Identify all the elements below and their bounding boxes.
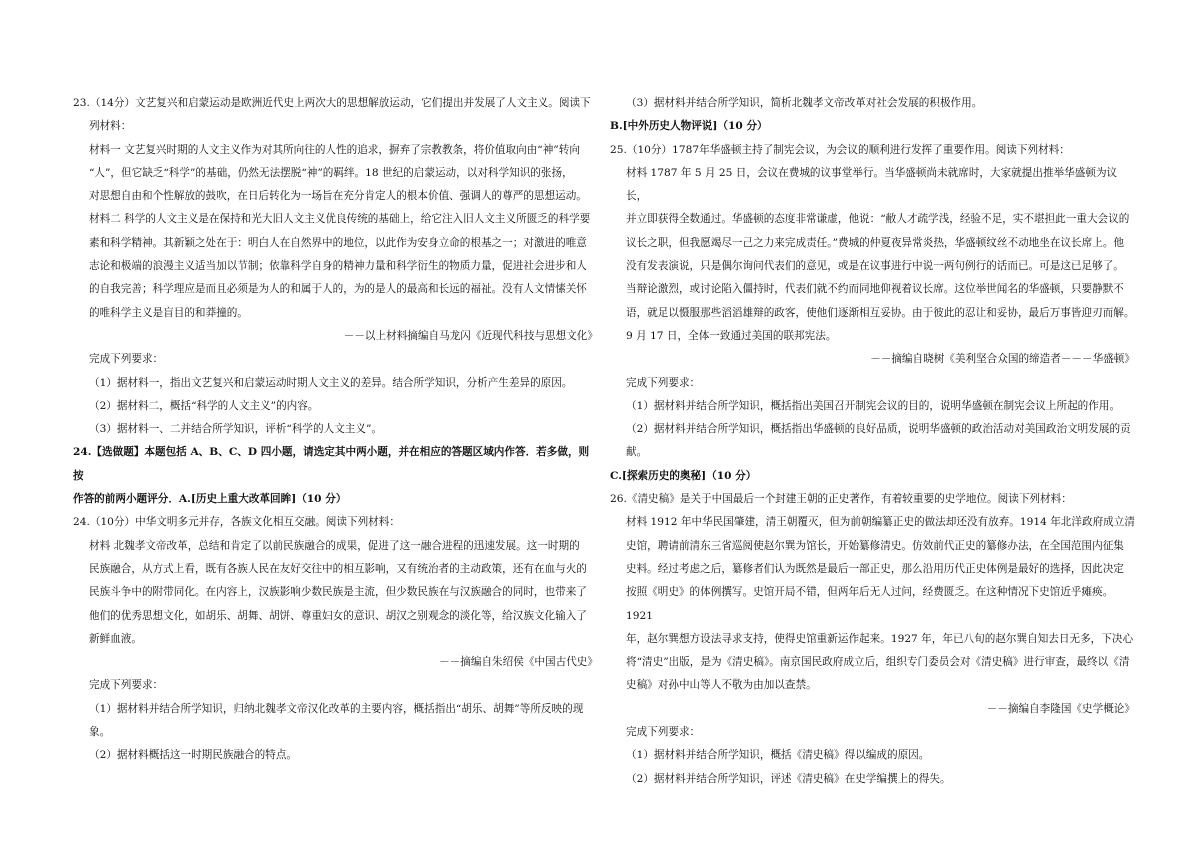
- q24-material-line: 民族融合，从方式上看，既有各族人民在友好交往中的相互影响，又有统治者的主动政策，还有在血与火的: [89, 562, 587, 575]
- q25-material-line: 当辩论激烈，或讨论陷入僵持时，代表们就不约而同地仰视着议长席。这位举世闻名的华盛顿，只要静默不: [626, 283, 1124, 296]
- q26-material-line: 材料 1912 年中华民国肇建，清王朝覆灭，但为前朝编纂正史的做法却还没有放弃。1914 年北洋政府成立清: [626, 516, 1135, 529]
- q23-material2-line: 志论和极端的浪漫主义适当加以节制；依靠科学自身的精神力量和科学衍生的物质力量，促进社会进步和人: [89, 260, 587, 273]
- q24-req-3: （3）据材料并结合所学知识，简析北魏孝文帝改革对社会发展的积极作用。: [626, 97, 983, 109]
- q26-req-title: 完成下列要求：: [626, 726, 701, 739]
- q26-source: －－摘编自李隆国《史学概论》: [986, 702, 1135, 715]
- q25-material-line: 材料 1787 年 5 月 25 日，会议在费城的议事堂举行。当华盛顿尚未就席时，大家就提出推举华盛顿为议长，: [626, 166, 1118, 203]
- q25-material-line: 9 月 17 日，全体一致通过美国的联邦宪法。: [626, 329, 837, 342]
- q23-material2-line: 的唯科学主义是盲目的和莽撞的。: [89, 306, 248, 319]
- q25-stem: 25.（10分）1787年华盛顿主持了制宪会议，为会议的顺利进行发挥了重要作用。阅读下列材料：: [610, 143, 1070, 156]
- q24-req-1: （1）据材料并结合所学知识，归纳北魏孝文帝汉化改革的主要内容，概括指出“胡乐、胡舞”等所反映的现: [89, 702, 584, 715]
- q24-section-header: 24.【选做题】本题包括 A、B、C、D 四小题，请选定其中两小题，并在相应的答题区域内作答．若多做，则按: [73, 446, 590, 482]
- q23-req-title: 完成下列要求：: [89, 353, 164, 366]
- q25-material-line: 议长之职，但我愿竭尽一己之力来完成责任。”费城的仲夏夜异常炎热，华盛顿纹丝不动地坐在议长席上。他: [626, 236, 1125, 249]
- q23-source: －－以上材料摘编自马龙闪《近现代科技与思想文化》: [343, 329, 598, 342]
- q25-source: －－摘编自晓树《美利坚合众国的缔造者－－－华盛顿》: [870, 353, 1135, 366]
- q23-material1-line: “人”，但它缺乏“科学”的基础，仍然无法摆脱“神”的羁绊。18 世纪的启蒙运动，以对科学知识的张扬，: [89, 166, 573, 179]
- q25-material-line: 没有发表演说，只是偶尔询问代表们的意见，或是在议事进行中说一两句例行的话而已。可是这已足够了。: [626, 260, 1124, 273]
- q23-stem-cont: 列材料：: [89, 120, 132, 133]
- q24-section-header: 作答的前两小题评分．A.[历史上重大改革回眸]（10 分）: [73, 493, 347, 506]
- q26-material-line: 按照《明史》的体例撰写。史馆开局不错，但两年后无人过问，经费匮乏。在这种情况下史馆近乎瘫痪。1921: [626, 586, 1114, 622]
- q23-material1-line: 材料一 文艺复兴时期的人文主义作为对其所向往的人性的追求，摒弃了宗教教条，将价值取向由“神”转向: [89, 143, 580, 156]
- q24-material-line: 材料 北魏孝文帝改革，总结和肯定了以前民族融合的成果，促进了这一融合进程的迅速发展。这一时期的: [89, 539, 580, 552]
- q24-source: －－摘编自朱绍侯《中国古代史》: [439, 656, 598, 669]
- q26-stem: 26.《清史稿》是关于中国最后一个封建王朝的正史著作，有着较重要的史学地位。阅读下列材料：: [610, 493, 1072, 506]
- q25-material-line: 并立即获得全数通过。华盛顿的态度非常谦虚，他说：“敝人才疏学浅，经验不足，实不堪担此一重大会议的: [626, 213, 1130, 226]
- q25-req-title: 完成下列要求：: [626, 376, 701, 389]
- q24-req-1-cont: 象。: [89, 726, 111, 739]
- q24-stem: 24.（10分）中华文明多元并存，各族文化相互交融。阅读下列材料：: [73, 516, 400, 529]
- left-column: [73, 92, 598, 768]
- q23-stem: 23.（14分）文艺复兴和启蒙运动是欧洲近代史上两次大的思想解放运动，它们提出并发展了人文主义。阅读下: [73, 97, 591, 109]
- q23-material1-line: 对思想自由和个性解放的鼓吹，在日后转化为一场旨在充分肯定人的根本价值、强调人的尊严的思想运动。: [89, 190, 587, 203]
- section-b-title: B.[中外历史人物评说]（10 分）: [610, 120, 768, 133]
- right-column: [610, 92, 1135, 791]
- q25-req-1: （1）据材料并结合所学知识，概括指出美国召开制宪会议的目的，说明华盛顿在制宪会议上所起的作用。: [626, 399, 1121, 412]
- q26-material-line: 年，赵尔巽想方设法寻求支持，使得史馆重新运作起来。1927 年，年已八旬的赵尔巽自知去日无多，下决心: [626, 632, 1134, 645]
- q25-req-2: （2）据材料并结合所学知识，概括指出华盛顿的良好品质，说明华盛顿的政治活动对美国政治文明发展的贡: [626, 423, 1131, 436]
- q23-material2-line: 的自我完善；科学理应是而且必须是为人的和属于人的，为的是人的最高和长远的福祉。没有人文情愫关怀: [89, 283, 587, 296]
- q26-material-line: 史馆，聘请前清东三省巡阅使赵尔巽为馆长，开始纂修清史。仿效前代正史的纂修办法，在全国范围内征集: [626, 539, 1124, 552]
- q26-req-1: （1）据材料并结合所学知识，概括《清史稿》得以编成的原因。: [626, 749, 930, 762]
- q26-req-2: （2）据材料并结合所学知识，评述《清史稿》在史学编撰上的得失。: [626, 772, 951, 785]
- q23-req-1: （1）据材料一，指出文艺复兴和启蒙运动时期人文主义的差异。结合所学知识，分析产生差异的原因。: [89, 376, 573, 389]
- q26-material-line: 史稿》对孙中山等人不敬为由加以查禁。: [626, 679, 817, 692]
- q25-material-line: 语，就足以慑服那些滔滔雄辩的政客，使他们逐渐相互妥协。由于彼此的忍让和妥协，最后万事皆迎刃而解。: [626, 306, 1135, 319]
- q23-material2-line: 材料二 科学的人文主义是在保持和光大旧人文主义优良传统的基础上，给它注入旧人文主义所匮乏的科学要: [89, 213, 591, 226]
- q24-material-line: 他们的优秀思想文化，如胡乐、胡舞、胡饼、尊重妇女的意识、胡汉之别观念的淡化等，给汉族文化输入了: [89, 609, 587, 622]
- q23-req-3: （3）据材料一、二并结合所学知识，评析“科学的人文主义”。: [89, 423, 383, 436]
- q25-req-2-cont: 献。: [626, 446, 648, 459]
- q24-material-line: 民族斗争中的附带同化。在内容上，汉族影响少数民族是主流，但少数民族在与汉族融合的同时，也带来了: [89, 586, 587, 599]
- q26-material-line: 史料。经过考虑之后，纂修者们认为既然是最后一部正史，那么沿用历代正史体例是最好的选择，因此决定: [626, 562, 1124, 575]
- q24-req-2: （2）据材料概括这一时期民族融合的特点。: [89, 749, 298, 762]
- q23-material2-line: 素和科学精神。其新颖之处在于：明白人在自然界中的地位，以此作为安身立命的根基之一；对激进的唯意: [89, 236, 587, 249]
- q23-req-2: （2）据材料二，概括“科学的人文主义”的内容。: [89, 399, 319, 412]
- q24-material-line: 新鲜血液。: [89, 632, 142, 645]
- q26-material-line: 将“清史”出版，是为《清史稿》。南京国民政府成立后，组织专门委员会对《清史稿》进行审查，最终以《清: [626, 656, 1130, 669]
- q24-req-title: 完成下列要求：: [89, 679, 164, 692]
- section-c-title: C.[探索历史的奥秘]（10 分）: [610, 469, 757, 482]
